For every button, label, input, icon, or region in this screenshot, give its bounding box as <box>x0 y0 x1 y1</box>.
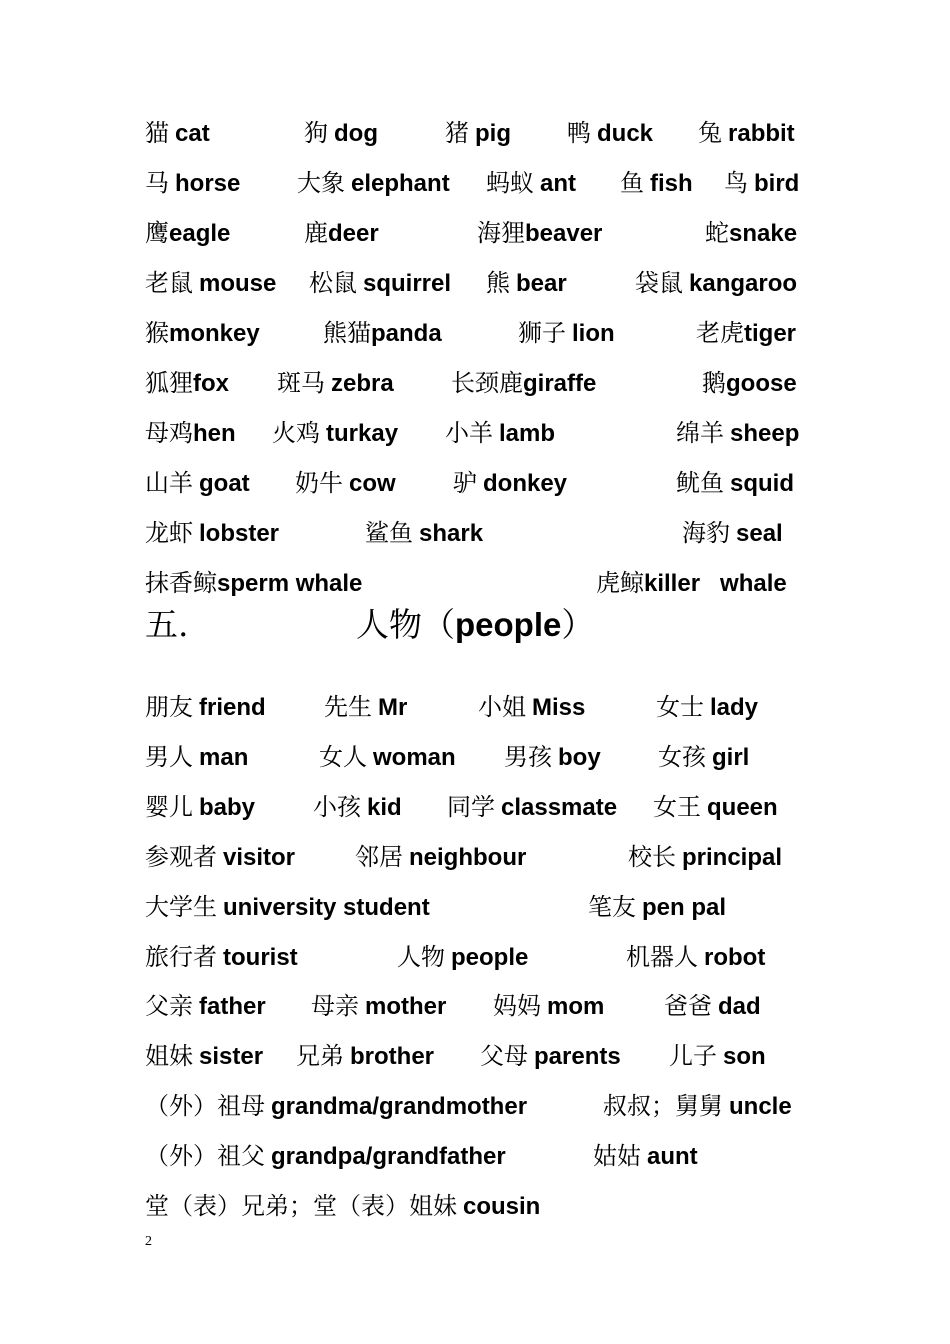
vocab-entry <box>311 986 446 1027</box>
chinese-word: 机器人 <box>626 943 698 971</box>
english-word: father <box>199 993 266 1020</box>
section-title-close: ） <box>561 605 595 644</box>
chinese-word: 小姐 <box>478 693 526 721</box>
vocab-entry <box>682 513 783 554</box>
vocab-entry <box>696 313 796 354</box>
english-word: university student <box>223 894 430 921</box>
vocab-entry <box>304 113 378 154</box>
vocab-entry <box>453 463 567 504</box>
english-word: queen <box>707 794 778 821</box>
chinese-word: 虎鲸 <box>596 569 644 597</box>
vocab-entry <box>596 563 787 604</box>
chinese-word: 参观者 <box>145 843 217 871</box>
vocab-entry <box>145 837 295 878</box>
vocab-entry <box>365 513 483 554</box>
vocab-row <box>145 1036 807 1076</box>
vocab-entry <box>145 1186 540 1227</box>
vocab-entry <box>145 937 298 978</box>
chinese-word: 笔友 <box>588 893 636 921</box>
vocab-entry <box>658 737 749 778</box>
english-word: sheep <box>730 420 800 447</box>
vocab-entry <box>313 787 402 828</box>
vocab-entry <box>145 787 255 828</box>
english-word: turkay <box>326 420 399 447</box>
english-word: horse <box>175 170 241 197</box>
english-word: people <box>451 944 529 971</box>
english-word: killer whale <box>644 570 787 597</box>
chinese-word: 鹅 <box>702 369 726 397</box>
english-word: boy <box>558 744 601 771</box>
chinese-word: 母鸡 <box>145 419 193 447</box>
vocab-row <box>145 213 807 253</box>
english-word: aunt <box>647 1143 698 1170</box>
english-word: duck <box>597 120 654 147</box>
vocab-entry <box>277 363 394 404</box>
vocab-entry <box>145 213 230 254</box>
vocab-entry <box>451 363 596 404</box>
chinese-word: 妈妈 <box>493 992 541 1020</box>
vocab-entry <box>145 313 260 354</box>
chinese-word: 姑姑 <box>593 1142 641 1170</box>
chinese-word: 兔 <box>698 119 722 147</box>
vocab-row <box>145 413 807 453</box>
vocab-row <box>145 986 807 1026</box>
vocab-row <box>145 363 807 403</box>
vocab-entry <box>323 313 442 354</box>
chinese-word: 母亲 <box>311 992 359 1020</box>
english-word: bear <box>516 270 567 297</box>
chinese-word: 堂（表）兄弟；堂（表）姐妹 <box>145 1192 457 1220</box>
chinese-word: 海豹 <box>682 519 730 547</box>
chinese-word: （外）祖父 <box>145 1142 265 1170</box>
chinese-word: 小羊 <box>445 419 493 447</box>
english-word: kid <box>367 794 402 821</box>
english-word: uncle <box>729 1093 792 1120</box>
section-number: 五. <box>145 605 189 644</box>
vocab-entry <box>477 213 602 254</box>
vocab-entry <box>705 213 797 254</box>
vocab-entry <box>620 163 693 204</box>
english-word: robot <box>704 944 766 971</box>
english-word: panda <box>371 320 442 347</box>
vocab-entry <box>319 737 456 778</box>
english-word: friend <box>199 694 266 721</box>
chinese-word: 抹香鲸 <box>145 569 217 597</box>
english-word: pen pal <box>642 894 727 921</box>
english-word: kangaroo <box>689 270 798 297</box>
chinese-word: 女孩 <box>658 743 706 771</box>
vocab-row <box>145 263 807 303</box>
vocab-row <box>145 837 807 877</box>
english-word: dog <box>334 120 378 147</box>
vocab-row <box>145 1186 807 1226</box>
vocab-entry <box>324 687 407 728</box>
chinese-word: 邻居 <box>355 843 403 871</box>
chinese-word: 老虎 <box>696 319 744 347</box>
chinese-word: 同学 <box>447 793 495 821</box>
english-word: tiger <box>744 320 797 347</box>
vocab-entry <box>272 413 398 454</box>
chinese-word: 驴 <box>453 469 477 497</box>
chinese-word: 熊 <box>486 269 510 297</box>
english-word: eagle <box>169 220 231 247</box>
vocab-entry <box>447 787 617 828</box>
vocab-entry <box>698 113 795 154</box>
chinese-word: 姐妹 <box>145 1042 193 1070</box>
chinese-word: 旅行者 <box>145 943 217 971</box>
chinese-word: 奶牛 <box>295 469 343 497</box>
chinese-word: 兄弟 <box>296 1042 344 1070</box>
vocab-entry <box>145 887 430 928</box>
chinese-word: 绵羊 <box>676 419 724 447</box>
vocab-entry <box>588 887 726 928</box>
vocab-entry <box>145 363 229 404</box>
vocab-entry <box>669 1036 766 1077</box>
vocab-entry <box>593 1136 698 1177</box>
english-word: classmate <box>501 794 618 821</box>
vocab-row <box>145 937 807 977</box>
vocab-entry <box>653 787 778 828</box>
vocab-entry <box>504 737 601 778</box>
vocab-entry <box>676 413 799 454</box>
chinese-word: 斑马 <box>277 369 325 397</box>
english-word: Mr <box>378 694 408 721</box>
english-word: baby <box>199 794 256 821</box>
english-word: lion <box>572 320 615 347</box>
english-word: seal <box>736 520 783 547</box>
chinese-word: 爸爸 <box>664 992 712 1020</box>
vocab-entry <box>478 687 585 728</box>
vocab-entry <box>145 263 276 304</box>
english-word: monkey <box>169 320 260 347</box>
vocab-row <box>145 1086 807 1126</box>
english-word: hen <box>193 420 236 447</box>
vocab-entry <box>656 687 758 728</box>
chinese-word: 蚂蚁 <box>486 169 534 197</box>
vocab-entry <box>676 463 794 504</box>
english-word: mom <box>547 993 605 1020</box>
chinese-word: 鸟 <box>724 169 748 197</box>
chinese-word: 先生 <box>324 693 372 721</box>
chinese-word: 鹰 <box>145 219 169 247</box>
vocab-entry <box>628 837 782 878</box>
vocab-row <box>145 787 807 827</box>
chinese-word: （外）祖母 <box>145 1092 265 1120</box>
vocab-row <box>145 163 807 203</box>
chinese-word: 女王 <box>653 793 701 821</box>
vocab-row <box>145 513 807 553</box>
chinese-word: 海狸 <box>477 219 525 247</box>
chinese-word: 袋鼠 <box>635 269 683 297</box>
page-number: 2 <box>145 1234 152 1249</box>
english-word: squid <box>730 470 794 497</box>
english-word: snake <box>729 220 798 247</box>
chinese-word: 狐狸 <box>145 369 193 397</box>
english-word: squirrel <box>363 270 452 297</box>
vocab-row <box>145 687 807 727</box>
vocab-entry <box>145 563 362 604</box>
chinese-word: 大象 <box>297 169 345 197</box>
section-title-english: people <box>455 606 562 643</box>
english-word: tourist <box>223 944 298 971</box>
chinese-word: 校长 <box>628 843 676 871</box>
vocab-entry <box>397 937 528 978</box>
english-word: brother <box>350 1043 434 1070</box>
english-word: cat <box>175 120 210 147</box>
chinese-word: 松鼠 <box>309 269 357 297</box>
english-word: cow <box>349 470 396 497</box>
english-word: goose <box>726 370 797 397</box>
chinese-word: 朋友 <box>145 693 193 721</box>
chinese-word: 父母 <box>480 1042 528 1070</box>
english-word: lamb <box>499 420 556 447</box>
english-word: bird <box>754 170 800 197</box>
chinese-word: 小孩 <box>313 793 361 821</box>
vocab-entry <box>355 837 526 878</box>
section-title-chinese: 人物（ <box>356 605 455 644</box>
chinese-word: 鱿鱼 <box>676 469 724 497</box>
english-word: grandma/grandmother <box>271 1093 528 1120</box>
chinese-word: 老鼠 <box>145 269 193 297</box>
vocab-entry <box>603 1086 792 1127</box>
english-word: principal <box>682 844 783 871</box>
english-word: mouse <box>199 270 277 297</box>
english-word: dad <box>718 993 761 1020</box>
chinese-word: 狮子 <box>518 319 566 347</box>
chinese-word: 人物 <box>397 943 445 971</box>
vocab-entry <box>486 163 576 204</box>
chinese-word: 鱼 <box>620 169 644 197</box>
english-word: deer <box>328 220 379 247</box>
english-word: fox <box>193 370 229 397</box>
vocab-entry <box>445 113 511 154</box>
vocab-entry <box>445 413 555 454</box>
chinese-word: 蛇 <box>705 219 729 247</box>
english-word: zebra <box>331 370 394 397</box>
chinese-word: 鸭 <box>567 119 591 147</box>
chinese-word: 熊猫 <box>323 319 371 347</box>
english-word: pig <box>475 120 511 147</box>
chinese-word: 火鸡 <box>272 419 320 447</box>
chinese-word: 猫 <box>145 119 169 147</box>
vocab-entry <box>626 937 765 978</box>
chinese-word: 龙虾 <box>145 519 193 547</box>
chinese-word: 猪 <box>445 119 469 147</box>
chinese-word: 马 <box>145 169 169 197</box>
english-word: shark <box>419 520 484 547</box>
chinese-word: 猴 <box>145 319 169 347</box>
vocab-entry <box>145 113 210 154</box>
chinese-word: 儿子 <box>669 1042 717 1070</box>
vocab-entry <box>635 263 797 304</box>
vocab-entry <box>304 213 379 254</box>
vocab-entry <box>518 313 615 354</box>
vocab-entry <box>145 463 250 504</box>
chinese-word: 长颈鹿 <box>451 369 523 397</box>
vocab-entry <box>297 163 450 204</box>
vocab-entry <box>295 463 396 504</box>
english-word: Miss <box>532 694 586 721</box>
english-word: lady <box>710 694 759 721</box>
english-word: parents <box>534 1043 621 1070</box>
english-word: elephant <box>351 170 450 197</box>
vocab-entry <box>145 1086 527 1127</box>
vocab-row <box>145 313 807 353</box>
vocab-row <box>145 1136 807 1176</box>
english-word: goat <box>199 470 250 497</box>
chinese-word: 大学生 <box>145 893 217 921</box>
vocab-entry <box>480 1036 621 1077</box>
english-word: woman <box>373 744 456 771</box>
english-word: visitor <box>223 844 296 871</box>
english-word: neighbour <box>409 844 527 871</box>
chinese-word: 男孩 <box>504 743 552 771</box>
vocab-row <box>145 737 807 777</box>
vocab-entry <box>145 1036 263 1077</box>
english-word: beaver <box>525 220 603 247</box>
english-word: grandpa/grandfather <box>271 1143 506 1170</box>
vocab-entry <box>145 737 248 778</box>
chinese-word: 婴儿 <box>145 793 193 821</box>
chinese-word: 男人 <box>145 743 193 771</box>
english-word: fish <box>650 170 693 197</box>
english-word: giraffe <box>523 370 597 397</box>
english-word: man <box>199 744 249 771</box>
english-word: lobster <box>199 520 280 547</box>
vocab-entry <box>145 413 236 454</box>
english-word: sister <box>199 1043 264 1070</box>
english-word: cousin <box>463 1193 541 1220</box>
chinese-word: 叔叔；舅舅 <box>603 1092 723 1120</box>
english-word: rabbit <box>728 120 795 147</box>
chinese-word: 女士 <box>656 693 704 721</box>
vocab-entry <box>493 986 604 1027</box>
english-word: son <box>723 1043 766 1070</box>
chinese-word: 鲨鱼 <box>365 519 413 547</box>
vocab-entry <box>309 263 451 304</box>
chinese-word: 父亲 <box>145 992 193 1020</box>
vocab-row <box>145 563 807 603</box>
vocab-entry <box>145 1136 506 1177</box>
english-word: sperm whale <box>217 570 363 597</box>
vocab-entry <box>145 163 240 204</box>
vocab-row <box>145 463 807 503</box>
vocab-entry <box>724 163 799 204</box>
chinese-word: 鹿 <box>304 219 328 247</box>
english-word: donkey <box>483 470 568 497</box>
vocab-entry <box>145 687 266 728</box>
english-word: mother <box>365 993 447 1020</box>
section-title <box>356 601 594 649</box>
vocab-entry <box>486 263 567 304</box>
chinese-word: 山羊 <box>145 469 193 497</box>
vocab-row <box>145 113 807 153</box>
vocab-entry <box>702 363 797 404</box>
vocab-row <box>145 887 807 927</box>
vocab-entry <box>567 113 653 154</box>
chinese-word: 狗 <box>304 119 328 147</box>
vocab-entry <box>145 513 279 554</box>
vocab-entry <box>296 1036 434 1077</box>
english-word: ant <box>540 170 576 197</box>
vocab-entry <box>145 986 266 1027</box>
vocab-entry <box>664 986 761 1027</box>
chinese-word: 女人 <box>319 743 367 771</box>
english-word: girl <box>712 744 750 771</box>
